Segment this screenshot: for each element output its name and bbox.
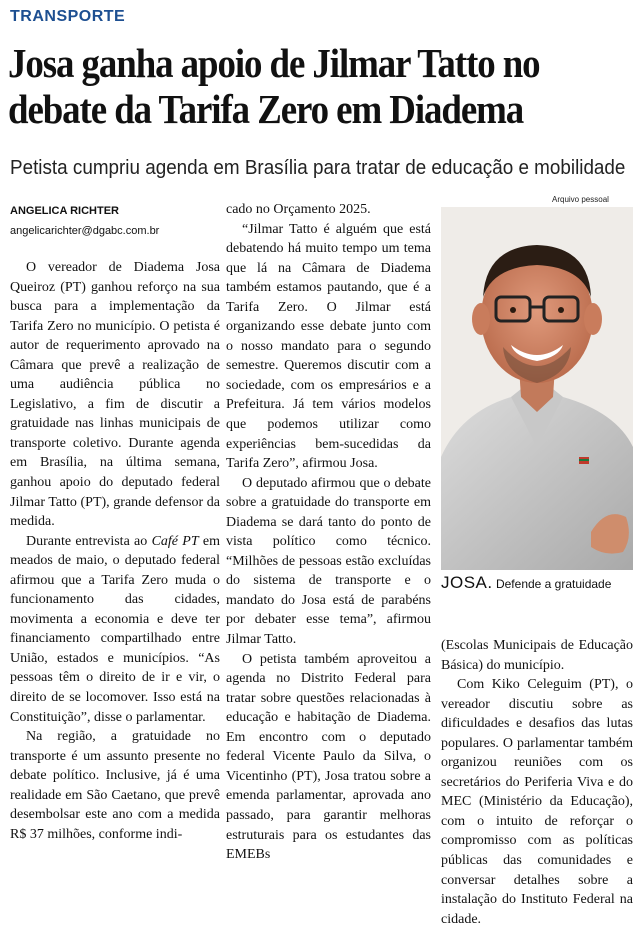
body-column-1	[10, 258, 220, 844]
caption-name: JOSA.	[441, 573, 493, 592]
body-column-2	[226, 200, 431, 865]
section-label: TRANSPORTE	[10, 8, 126, 25]
photo-caption	[441, 573, 633, 593]
paragraph-continuation: cado no Orçamento 2025.	[226, 202, 371, 217]
paragraph: Na região, a gratuidade no transporte é um assunto presente no debate político. Inclusive, já é uma realidade em São Caetano, que prevê desembolsar este ano com a medida R$ 37 milhões, conforme indi-	[10, 729, 220, 842]
paragraph: O vereador de Diadema Josa Queiroz (PT) ganhou reforço na sua busca para a implementação da Tarifa Zero no município. O petista é autor de requerimento aprovado na Câmara que prevê a realização de uma audiência pública no Legislativo, a fim de discutir a gratuidade nas linhas municipais de transporte coletivo. Durante agenda em Brasília, na última semana, ganhou apoio do deputado federal Jilmar Tatto (PT), grande defensor da medida.	[10, 260, 220, 530]
portrait-photo	[441, 207, 633, 570]
author-email[interactable]: angelicarichter@dgabc.com.br	[10, 225, 160, 237]
paragraph: Durante entrevista ao Café PT em meados de maio, o deputado federal afirmou que a Tarifa Zero muda o funcionamento das cidades, movimenta a economia e deve ter financiamento compartilhado entre União, estados e municípios. “As pessoas têm o direito de ir e vir, o direito de se locomover. Isso está na Constituição”, disse o parlamentar.	[10, 533, 221, 725]
author-name: ANGELICA RICHTER	[10, 205, 119, 217]
paragraph-continuation: (Escolas Municipais de Educação Básica) do município.	[441, 638, 633, 673]
paragraph: “Jilmar Tatto é alguém que está debatendo há muito tempo um tema que lá na Câmara de Diadema também estamos pautando, que é a Tarifa Zero. O Jilmar está organizando esse debate junto com o nosso mandato para o segundo semestre. Queremos discutir com a sociedade, com os empresários e a Prefeitura. Já tem vários modelos que podemos utilizar como experiências bem-sucedidas da Tarifa Zero”, afirmou Josa.	[226, 221, 431, 472]
caption-text: Defende a gratuidade	[495, 577, 612, 591]
paragraph: O petista também aproveitou a agenda no Distrito Federal para tratar sobre questões relacionadas à educação e habitação de Diadema. Em encontro com o deputado federal Vicente Paulo da Silva, o Vicentinho (PT), Josa tratou sobre a emenda parlamentar, aprovada ano passado, para garantir melhoras estruturais para os estudantes das EMEBs	[226, 651, 431, 863]
body-column-3	[441, 636, 633, 929]
subtitle: Petista cumpriu agenda em Brasília para tratar de educação e mobilidade	[10, 156, 626, 179]
paragraph: O deputado afirmou que o debate sobre a gratuidade do transporte em Diadema se dará tanto do ponto de vista político como técnico. “Milhões de pessoas estão excluídas do sistema de transporte e o mandato do Josa está de parabéns por debater esse tema”, afirmou Jilmar Tatto.	[226, 475, 431, 648]
italic-name: Café PT	[151, 533, 199, 549]
headline: Josa ganha apoio de Jilmar Tatto no debate da Tarifa Zero em Diadema	[8, 40, 540, 132]
paragraph: Com Kiko Celeguim (PT), o vereador discutiu sobre as dificuldades e desafios das lutas populares. O parlamentar também organizou reuniões com os secretários do Periferia Viva e do MEC (Ministério da Educação), com o intuito de reforçar o compromisso com as políticas públicas das comunidades e conversar detalhes sobre a instalação do Instituto Federal na cidade.	[441, 677, 633, 927]
portrait-illustration	[441, 207, 633, 570]
photo-credit: Arquivo pessoal	[552, 195, 609, 204]
